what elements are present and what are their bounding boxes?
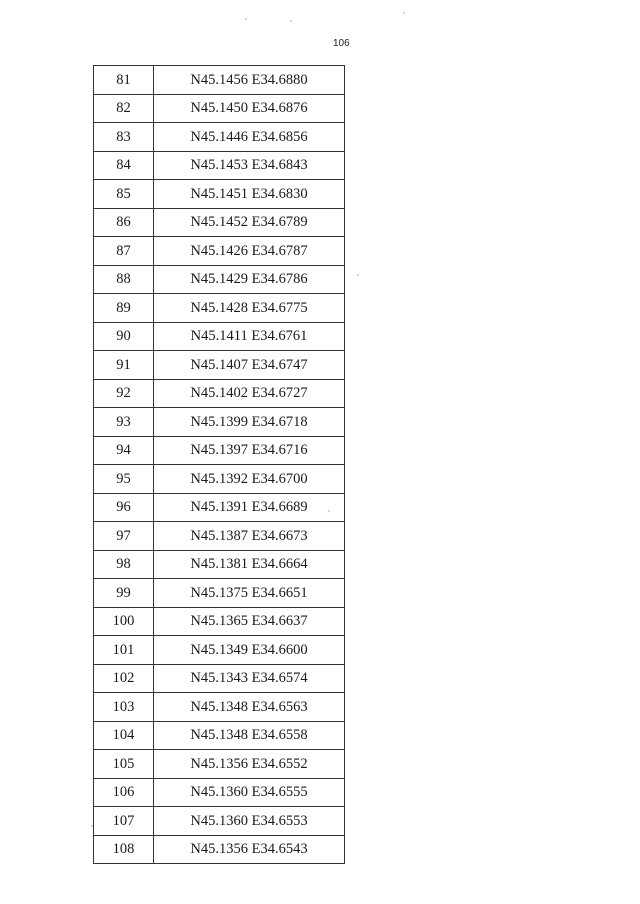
point-number-cell: 99: [94, 579, 154, 608]
table-row: [94, 607, 345, 636]
point-number-cell: 95: [94, 465, 154, 494]
point-number-cell: 92: [94, 379, 154, 408]
coordinate-cell: N45.1348 E34.6558: [154, 721, 345, 750]
table-row: [94, 835, 345, 864]
point-number-cell: 89: [94, 294, 154, 323]
table-row: [94, 351, 345, 380]
coordinate-cell: N45.1356 E34.6543: [154, 835, 345, 864]
table-row: [94, 265, 345, 294]
point-number-cell: 93: [94, 408, 154, 437]
point-number-cell: 86: [94, 208, 154, 237]
table-row: [94, 237, 345, 266]
table-row: [94, 465, 345, 494]
coordinate-cell: N45.1452 E34.6789: [154, 208, 345, 237]
point-number-cell: 108: [94, 835, 154, 864]
coordinate-cell: N45.1451 E34.6830: [154, 180, 345, 209]
coordinate-cell: N45.1381 E34.6664: [154, 550, 345, 579]
coordinate-cell: N45.1343 E34.6574: [154, 664, 345, 693]
scan-speck: [328, 510, 330, 512]
point-number-cell: 82: [94, 94, 154, 123]
table-row: [94, 294, 345, 323]
point-number-cell: 84: [94, 151, 154, 180]
coordinate-cell: N45.1397 E34.6716: [154, 436, 345, 465]
coordinate-cell: N45.1407 E34.6747: [154, 351, 345, 380]
coordinate-cell: N45.1456 E34.6880: [154, 66, 345, 95]
coordinate-cell: N45.1348 E34.6563: [154, 693, 345, 722]
scan-speck: [403, 12, 405, 14]
coordinate-cell: N45.1391 E34.6689: [154, 493, 345, 522]
coordinate-cell: N45.1349 E34.6600: [154, 636, 345, 665]
point-number-cell: 106: [94, 778, 154, 807]
table-row: [94, 66, 345, 95]
point-number-cell: 97: [94, 522, 154, 551]
table-row: [94, 493, 345, 522]
page-number: 106: [333, 38, 350, 49]
coordinate-cell: N45.1360 E34.6555: [154, 778, 345, 807]
coordinate-cell: N45.1411 E34.6761: [154, 322, 345, 351]
point-number-cell: 101: [94, 636, 154, 665]
coordinate-cell: N45.1428 E34.6775: [154, 294, 345, 323]
table-row: [94, 379, 345, 408]
point-number-cell: 102: [94, 664, 154, 693]
table-row: [94, 750, 345, 779]
point-number-cell: 88: [94, 265, 154, 294]
point-number-cell: 100: [94, 607, 154, 636]
table-row: [94, 322, 345, 351]
point-number-cell: 87: [94, 237, 154, 266]
table-row: [94, 408, 345, 437]
table-row: [94, 436, 345, 465]
coordinate-cell: N45.1453 E34.6843: [154, 151, 345, 180]
scan-speck: [245, 18, 247, 20]
table-row: [94, 94, 345, 123]
table-row: [94, 579, 345, 608]
coordinate-cell: N45.1429 E34.6786: [154, 265, 345, 294]
table-row: [94, 208, 345, 237]
table-row: [94, 693, 345, 722]
point-number-cell: 94: [94, 436, 154, 465]
coordinate-cell: N45.1399 E34.6718: [154, 408, 345, 437]
table-row: [94, 151, 345, 180]
point-number-cell: 85: [94, 180, 154, 209]
scan-speck: [290, 20, 292, 22]
point-number-cell: 104: [94, 721, 154, 750]
coordinates-table-body: [94, 66, 345, 864]
table-row: [94, 807, 345, 836]
coordinate-cell: N45.1375 E34.6651: [154, 579, 345, 608]
coordinate-cell: N45.1360 E34.6553: [154, 807, 345, 836]
point-number-cell: 90: [94, 322, 154, 351]
table-row: [94, 721, 345, 750]
coordinates-table: [93, 65, 345, 864]
table-row: [94, 180, 345, 209]
point-number-cell: 103: [94, 693, 154, 722]
coordinate-cell: N45.1446 E34.6856: [154, 123, 345, 152]
scan-speck: [91, 825, 93, 827]
coordinate-cell: N45.1402 E34.6727: [154, 379, 345, 408]
point-number-cell: 107: [94, 807, 154, 836]
table-row: [94, 522, 345, 551]
point-number-cell: 91: [94, 351, 154, 380]
point-number-cell: 83: [94, 123, 154, 152]
scan-speck: [357, 274, 359, 276]
coordinate-cell: N45.1450 E34.6876: [154, 94, 345, 123]
table-row: [94, 636, 345, 665]
point-number-cell: 81: [94, 66, 154, 95]
table-row: [94, 778, 345, 807]
coordinate-cell: N45.1365 E34.6637: [154, 607, 345, 636]
point-number-cell: 96: [94, 493, 154, 522]
point-number-cell: 105: [94, 750, 154, 779]
table-row: [94, 664, 345, 693]
table-row: [94, 123, 345, 152]
point-number-cell: 98: [94, 550, 154, 579]
coordinate-cell: N45.1356 E34.6552: [154, 750, 345, 779]
coordinate-cell: N45.1426 E34.6787: [154, 237, 345, 266]
coordinate-cell: N45.1387 E34.6673: [154, 522, 345, 551]
table-row: [94, 550, 345, 579]
coordinate-cell: N45.1392 E34.6700: [154, 465, 345, 494]
